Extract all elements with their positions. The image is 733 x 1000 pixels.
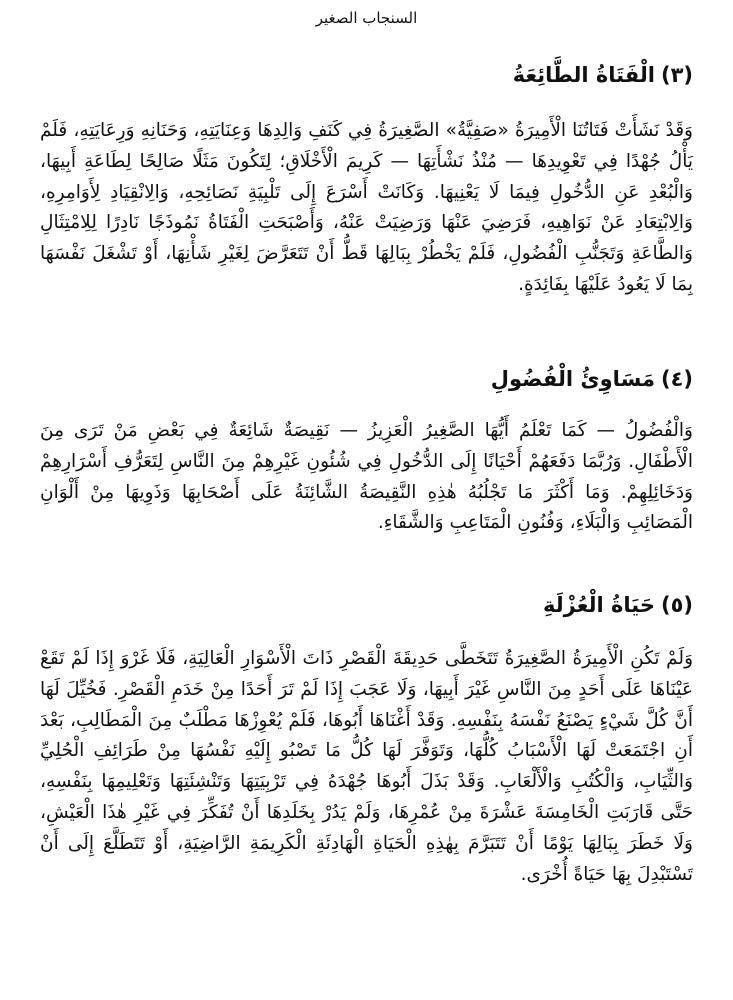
section-heading (40, 60, 693, 90)
section-paragraph: وَالْفُضُولُ — كَمَا تَعْلَمُ أَيُّهَا الصَّغِيرُ الْعَزِيزُ — نَقِيصَةٌ شَائِعَةٌ فِي بَعْضِ مَنْ تَرَى مِنَ الْأَطْفَالِ. وَرُبَّمَا دَفَعَهُمْ أَحْيَانًا إِلَى الدُّخُولِ فِي شُئُونِ غَيْرِهِمْ مِنَ النَّاسِ لِتَعَرُّفِ أَسْرَارِهِمْ وَدَخَائِلِهِمْ. وَمَا أَكْثَرَ مَا تَجْلُبُهُ هٰذِهِ النَّقِيصَةُ الشَّائِنَةُ عَلَى أَصْحَابِهَا وَذَوِيهَا مِنْ أَلْوَانِ الْمَصَائِبِ وَالْبَلَاءِ، وَفُنُونِ الْمَتَاعِبِ وَالشَّقَاءِ. (40, 420, 693, 534)
section-paragraph: وَلَمْ تَكُنِ الْأَمِيرَةُ الصَّغِيرَةُ تَتَخَطَّى حَدِيقَةَ الْقَصْرِ ذَاتَ الْأَسْوَارِ الْعَالِيَةِ، فَلَا غَرْوَ إِذَا لَمْ تَقَعْ عَيْنَاهَا عَلَى أَحَدٍ مِنَ النَّاسِ غَيْرَ أَبِيهَا، وَلَا عَجَبَ إِذَا لَمْ تَرَ أَحَدًا مِنْ خَدَمِ الْقَصْرِ. فَخُيِّلَ لَهَا أَنَّ كُلَّ شَيْءٍ يَصْنَعُ نَفْسَهُ بِنَفْسِهِ. وَقَدْ أَغْنَاهَا أَبُوهَا، فَلَمْ يُعْوِزْهَا مَطْلَبٌ مِنَ الْمَطَالِبِ، بَعْدَ أَنِ اجْتَمَعَتْ لَهَا الْأَسْبَابُ كُلُّهَا، وَتَوَفَّرَ لَهَا كُلُّ مَا تَصْبُو إِلَيْهِ نَفْسُهَا مِنْ طَرَائِفِ الْحُلِيِّ وَالثِّيَابِ، وَالْكُتُبِ وَالْأَلْعَابِ. وَقَدْ بَذَلَ أَبُوهَا جُهْدَهُ فِي تَرْبِيَتِهَا وَتَنْشِئَتِهَا وَتَعْلِيمِهَا بِنَفْسِهِ، حَتَّى قَارَبَتِ الْخَامِسَةَ عَشْرَةَ مِنْ عُمْرِهَا، وَلَمْ يَدُرْ بِخَلَدِهَا أَنْ تُفَكِّرَ فِي غَيْرِ هٰذَا الْعَيْشِ، وَلَا خَطَرَ بِبَالِهَا يَوْمًا أَنْ تَتَبَرَّمَ بِهٰذِهِ الْحَيَاةِ الْهَادِئَةِ الْكَرِيمَةِ الرَّاضِيَةِ، أَوْ تَتَطَلَّعَ إِلَى أَنْ تَسْتَبْدِلَ بِهَا حَيَاةً أُخْرَى. (40, 648, 693, 885)
section-heading (40, 590, 693, 620)
section-number: (٥) (660, 593, 693, 617)
section-number: (٤) (660, 367, 693, 391)
section-number: (٣) (660, 63, 693, 87)
section-title: الْفَتَاةُ الطَّائِعَةُ (512, 63, 655, 87)
chapter-section-3 (40, 60, 693, 301)
section-heading (40, 364, 693, 394)
chapter-section-5 (40, 590, 693, 890)
section-paragraph: وَقَدْ نَشَأَتْ فَتَاتُنَا الْأَمِيرَةُ «صَفِيَّةُ» الصَّغِيرَةُ فِي كَنَفِ وَالِدِهَا وَعِنَايَتِهِ، وَحَنَانِهِ وَرِعَايَتِهِ، فَلَمْ يَأْلُ جُهْدًا فِي تَعْوِيدِهَا — مُنْذُ نَشْأَتِهَا — كَرِيمَ الْأَخْلَاقِ؛ لِتَكُونَ مَثَلًا صَالِحًا لِطَاعَةِ أَبِيهَا، وَالْبُعْدِ عَنِ الدُّخُولِ فِيمَا لَا يَعْنِيهَا. وَكَانَتْ أَسْرَعَ إِلَى تَلْبِيَةِ نَصَائِحِهِ، وَالِانْقِيَادِ لِأَوَامِرِهِ، وَالِابْتِعَادِ عَنْ نَوَاهِيهِ، فَرَضِيَ عَنْهَا وَرَضِيَتْ عَنْهُ، وَأَصْبَحَتِ الْفَتَاةُ نَمُوذَجًا نَادِرًا لِلِامْتِثَالِ وَالطَّاعَةِ وَتَجَنُّبِ الْفُضُولِ، فَلَمْ يَخْطُرْ بِبَالِهَا قَطُّ أَنْ تَتَعَرَّضَ لِغَيْرِ شَأْنِهَا، أَوْ تَشْغَلَ نَفْسَهَا بِمَا لَا يَعُودُ عَلَيْهَا بِفَائِدَةٍ. (40, 120, 693, 295)
running-header: السنجاب الصغير (315, 9, 418, 27)
chapter-section-4 (40, 364, 693, 539)
section-title: حَيَاةُ الْعُزْلَةِ (543, 593, 655, 617)
section-title: مَسَاوِئُ الْفُضُولِ (490, 367, 655, 391)
